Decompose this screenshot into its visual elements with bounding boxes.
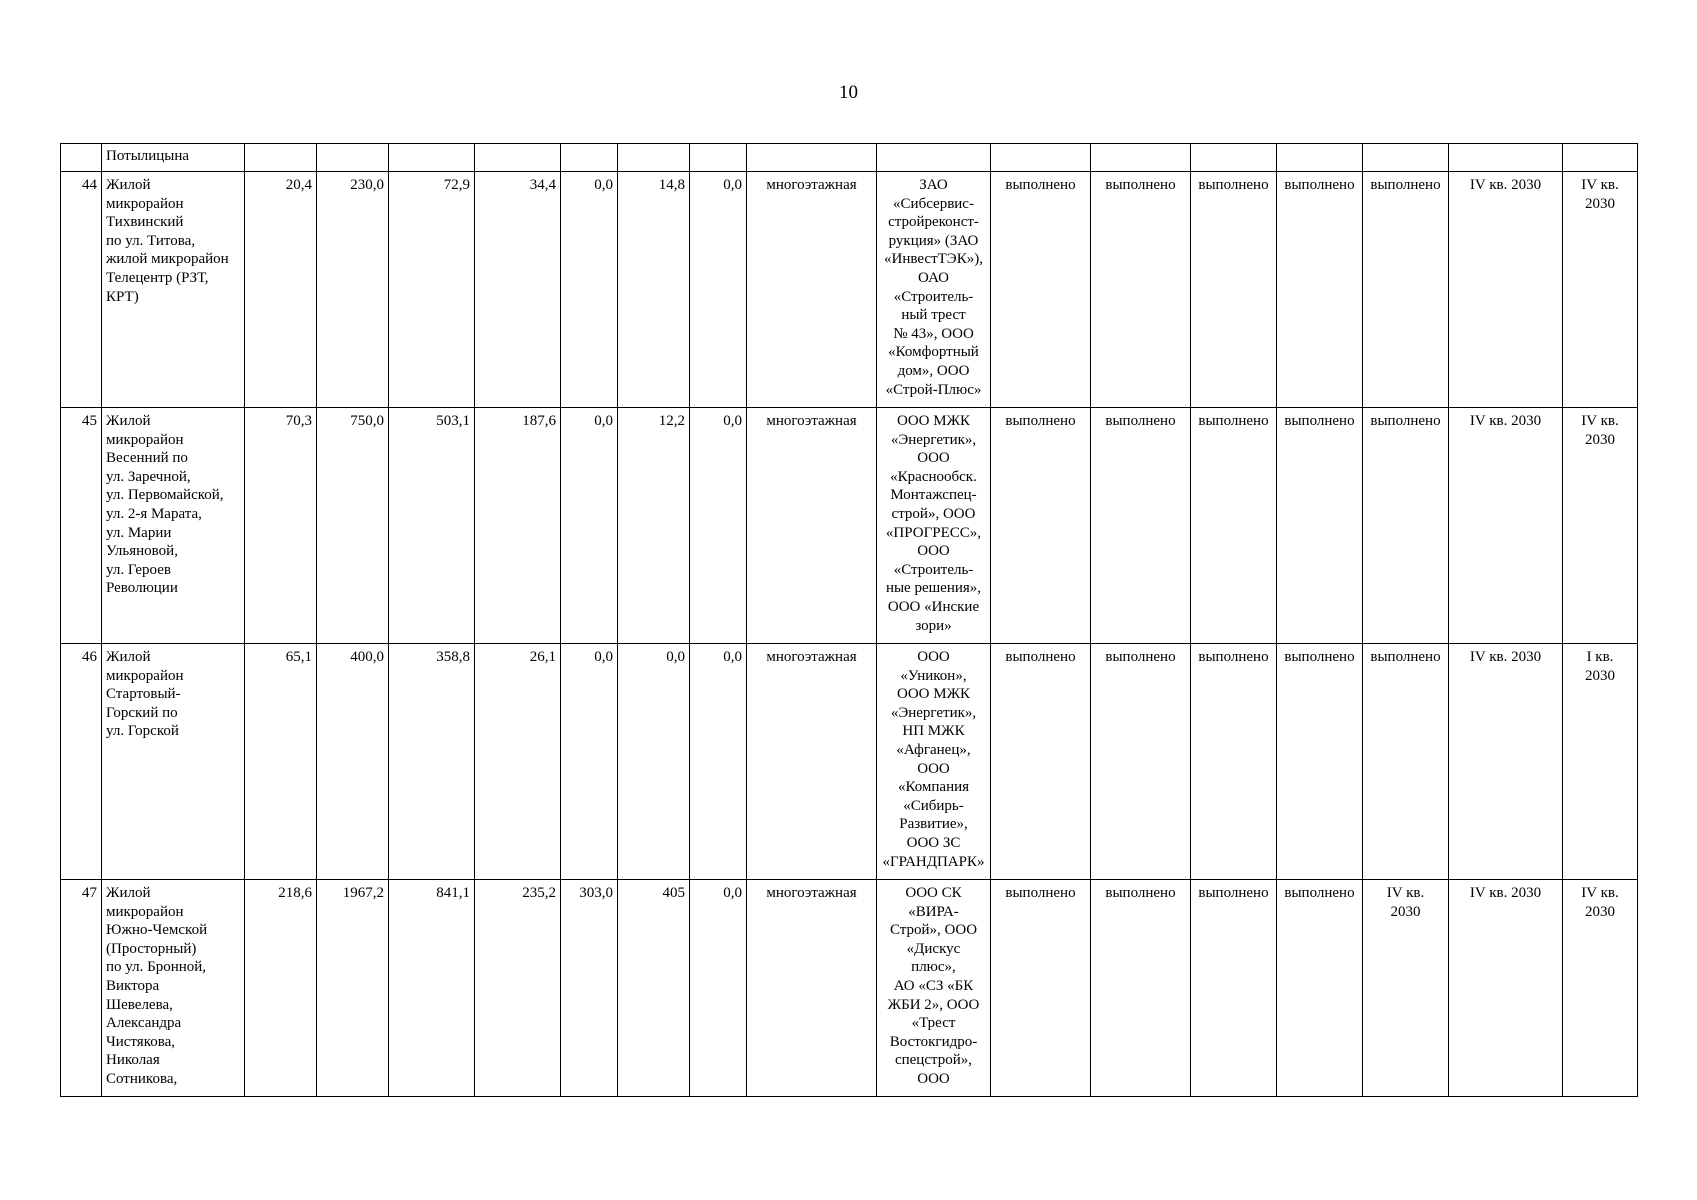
cell-value-5: 303,0 (561, 880, 618, 1097)
cell-name-line: ул. Героев (106, 561, 171, 578)
cell-building-type: многоэтажная (747, 408, 877, 644)
cell-value-7: 0,0 (690, 172, 747, 408)
cell-name-line: микрорайон (106, 667, 184, 684)
cell-name-line: ул. Горской (106, 723, 179, 740)
cell-developer-line: «Строитель- (893, 288, 974, 305)
cell-status-2: выполнено (1091, 644, 1191, 880)
cell-value-6: 12,2 (618, 408, 690, 644)
cell-quarter-2 (1563, 172, 1638, 408)
cell-empty (1191, 144, 1277, 172)
cell-name-line: ул. 2-я Марата, (106, 505, 202, 522)
cell-value-3: 841,1 (389, 880, 475, 1097)
cell-developer-line: ЖБИ 2», ООО (887, 996, 980, 1013)
cell-quarter-2-line: IV кв. (1581, 177, 1619, 193)
cell-status-3: выполнено (1191, 172, 1277, 408)
cell-building-type: многоэтажная (747, 644, 877, 880)
cell-quarter-1: IV кв. 2030 (1449, 408, 1563, 644)
table-row-continuation (61, 144, 1638, 172)
cell-value-6: 405 (618, 880, 690, 1097)
cell-name (102, 408, 245, 644)
cell-name-line: Сотникова, (106, 1070, 178, 1087)
cell-name: Потылицына (102, 144, 245, 172)
cell-value-1: 70,3 (245, 408, 317, 644)
cell-developer-line: зори» (915, 617, 952, 634)
cell-value-7: 0,0 (690, 644, 747, 880)
cell-developer-line: «Сибсервис- (893, 195, 974, 212)
cell-empty (1363, 144, 1449, 172)
cell-row-number: 46 (61, 644, 102, 880)
cell-developer-line: «Дискус (906, 940, 961, 957)
cell-developer-line: спецстрой», (894, 1052, 973, 1069)
cell-value-3: 503,1 (389, 408, 475, 644)
cell-value-1: 20,4 (245, 172, 317, 408)
cell-value-1: 65,1 (245, 644, 317, 880)
cell-row-number: 44 (61, 172, 102, 408)
cell-value-6: 14,8 (618, 172, 690, 408)
cell-status-4: выполнено (1277, 172, 1363, 408)
cell-status-2: выполнено (1091, 408, 1191, 644)
cell-name-line: Александра (106, 1015, 182, 1032)
cell-name-line: по ул. Титова, (106, 232, 196, 249)
cell-row-number: 45 (61, 408, 102, 644)
cell-status-2: выполнено (1091, 172, 1191, 408)
table-body (61, 144, 1638, 1097)
cell-empty (389, 144, 475, 172)
cell-developer-line: ООО ЗС (906, 834, 961, 851)
cell-status-3: выполнено (1191, 644, 1277, 880)
cell-status-2: выполнено (1091, 880, 1191, 1097)
cell-developer-line: ОАО (917, 269, 949, 286)
cell-empty (747, 144, 877, 172)
cell-developer-line: «Энергетик», (890, 431, 977, 448)
cell-quarter-2-line: 2030 (1585, 195, 1615, 212)
cell-value-2: 400,0 (317, 644, 389, 880)
cell-name-line: ул. Марии (106, 524, 172, 541)
cell-developer-line: «Афганец», (896, 741, 971, 758)
cell-quarter-2-line: I кв. (1586, 649, 1614, 665)
cell-developer (877, 172, 991, 408)
cell-developer-line: НП МЖК (902, 723, 965, 740)
cell-name-line: Горский по (106, 704, 178, 721)
cell-building-type: многоэтажная (747, 880, 877, 1097)
cell-developer-line: «ИнвестТЭК»), (884, 251, 983, 268)
cell-name-line: ул. Заречной, (106, 468, 191, 485)
cell-name-line: Жилой (106, 177, 151, 193)
cell-status-3: выполнено (1191, 408, 1277, 644)
cell-developer-line: ЗАО (919, 177, 948, 193)
cell-name-line: Тихвинский (106, 214, 184, 231)
cell-value-2: 230,0 (317, 172, 389, 408)
cell-developer-line: Востокгидро- (889, 1033, 978, 1050)
cell-name-line: Шевелева, (106, 996, 173, 1013)
cell-empty (991, 144, 1091, 172)
cell-name-line: (Просторный) (106, 940, 197, 957)
cell-empty (475, 144, 561, 172)
cell-developer-line: «Уникон», (900, 667, 967, 684)
cell-empty (317, 144, 389, 172)
cell-value-6: 0,0 (618, 644, 690, 880)
cell-empty (1277, 144, 1363, 172)
cell-name-line: Жилой (106, 413, 151, 429)
cell-building-type: многоэтажная (747, 172, 877, 408)
table-row (61, 172, 1638, 408)
cell-empty (1563, 144, 1638, 172)
table-row (61, 408, 1638, 644)
cell-developer-line: «Сибирь- (903, 797, 964, 814)
cell-status-4: выполнено (1277, 644, 1363, 880)
cell-name-line: Революции (106, 580, 178, 597)
cell-value-2: 750,0 (317, 408, 389, 644)
cell-name-line: микрорайон (106, 903, 184, 920)
cell-status-5 (1363, 644, 1449, 880)
cell-developer-line: Развитие», (899, 816, 968, 833)
cell-developer-line: ООО (917, 760, 950, 777)
cell-developer-line: ООО (917, 450, 950, 467)
cell-quarter-2-line: IV кв. (1581, 413, 1619, 429)
cell-value-7: 0,0 (690, 408, 747, 644)
cell-developer-line: «Строй-Плюс» (885, 381, 982, 398)
cell-name-line: КРТ) (106, 288, 139, 305)
cell-developer-line: «Краснообск. (890, 468, 977, 485)
cell-name-line: жилой микрорайон (106, 251, 229, 268)
page-number: 10 (839, 82, 858, 103)
cell-developer-line: ООО (917, 543, 950, 560)
cell-status-5-line: выполнено (1370, 649, 1441, 665)
cell-status-5-line: 2030 (1390, 903, 1421, 920)
cell-name-line: Весенний по (106, 450, 188, 467)
cell-value-1: 218,6 (245, 880, 317, 1097)
cell-developer-line: ООО МЖК (896, 413, 971, 429)
cell-status-1: выполнено (991, 408, 1091, 644)
cell-no (61, 144, 102, 172)
cell-empty (690, 144, 747, 172)
cell-developer-line: ООО (917, 1070, 950, 1087)
cell-quarter-1: IV кв. 2030 (1449, 880, 1563, 1097)
cell-name-line: Телецентр (РЗТ, (106, 269, 209, 286)
cell-value-3: 358,8 (389, 644, 475, 880)
cell-quarter-2 (1563, 880, 1638, 1097)
cell-empty (877, 144, 991, 172)
cell-developer-line: «ВИРА- (908, 903, 959, 920)
cell-developer-line: стройреконст- (888, 214, 979, 231)
cell-developer-line: «Комфортный (888, 344, 979, 361)
cell-status-5-line: IV кв. (1386, 885, 1425, 901)
cell-developer-line: «Компания (897, 779, 970, 796)
cell-value-5: 0,0 (561, 644, 618, 880)
cell-developer-line: № 43», ООО (893, 325, 974, 342)
cell-status-4: выполнено (1277, 880, 1363, 1097)
cell-developer-line: «ПРОГРЕСС», (885, 524, 982, 541)
cell-quarter-2 (1563, 408, 1638, 644)
cell-quarter-1: IV кв. 2030 (1449, 172, 1563, 408)
cell-status-5 (1363, 880, 1449, 1097)
cell-developer (877, 880, 991, 1097)
cell-name-line: Чистякова, (106, 1033, 176, 1050)
cell-name-line: Жилой (106, 885, 151, 901)
cell-quarter-2 (1563, 644, 1638, 880)
cell-value-3: 72,9 (389, 172, 475, 408)
cell-developer (877, 644, 991, 880)
cell-developer-line: плюс», (911, 959, 956, 976)
cell-value-4: 34,4 (475, 172, 561, 408)
table-row (61, 644, 1638, 880)
cell-status-5-line: выполнено (1370, 177, 1441, 193)
cell-value-4: 26,1 (475, 644, 561, 880)
cell-value-7: 0,0 (690, 880, 747, 1097)
cell-developer-line: строй», ООО (891, 505, 976, 522)
cell-status-5 (1363, 172, 1449, 408)
cell-developer-line: дом», ООО (897, 362, 970, 379)
cell-status-5 (1363, 408, 1449, 644)
cell-empty (245, 144, 317, 172)
cell-name (102, 880, 245, 1097)
cell-empty (1091, 144, 1191, 172)
cell-value-4: 235,2 (475, 880, 561, 1097)
housing-program-table (60, 143, 1638, 1097)
cell-developer-line: ный трест (901, 307, 966, 324)
cell-status-3: выполнено (1191, 880, 1277, 1097)
cell-name-line: Николая (106, 1052, 160, 1069)
table-row (61, 880, 1638, 1097)
cell-developer-line: Монтажспец- (890, 487, 977, 504)
cell-quarter-2-line: IV кв. (1581, 885, 1619, 901)
cell-developer-line: ООО МЖК (896, 686, 971, 703)
cell-quarter-2-line: 2030 (1585, 431, 1615, 448)
cell-quarter-1: IV кв. 2030 (1449, 644, 1563, 880)
cell-name-line: Стартовый- (106, 686, 181, 703)
cell-name-line: Виктора (106, 977, 160, 994)
cell-status-1: выполнено (991, 644, 1091, 880)
cell-name-line: микрорайон (106, 195, 184, 212)
cell-developer-line: «Энергетик», (890, 704, 977, 721)
cell-name (102, 644, 245, 880)
cell-status-1: выполнено (991, 880, 1091, 1097)
cell-value-2: 1967,2 (317, 880, 389, 1097)
cell-value-4: 187,6 (475, 408, 561, 644)
cell-developer-line: ные решения», (885, 580, 982, 597)
cell-status-4: выполнено (1277, 408, 1363, 644)
cell-name-line: микрорайон (106, 431, 184, 448)
cell-name-line: по ул. Бронной, (106, 959, 207, 976)
cell-quarter-2-line: 2030 (1585, 667, 1615, 684)
cell-status-1: выполнено (991, 172, 1091, 408)
cell-name-line: Ульяновой, (106, 543, 178, 560)
cell-developer-line: рукция» (ЗАО (888, 232, 979, 249)
cell-row-number: 47 (61, 880, 102, 1097)
cell-empty (1449, 144, 1563, 172)
cell-developer-line: «Строитель- (893, 561, 974, 578)
cell-developer-line: ООО СК (905, 885, 962, 901)
cell-developer-line: ООО «Инские (887, 598, 980, 615)
cell-name-line: Южно-Чемской (106, 922, 208, 939)
cell-value-5: 0,0 (561, 408, 618, 644)
cell-quarter-2-line: 2030 (1585, 903, 1615, 920)
cell-name-line: Жилой (106, 649, 151, 665)
cell-name (102, 172, 245, 408)
cell-developer-line: «Трест (911, 1015, 956, 1032)
cell-value-5: 0,0 (561, 172, 618, 408)
cell-developer-line: Строй», ООО (889, 922, 978, 939)
cell-name-line: ул. Первомайской, (106, 487, 224, 504)
cell-empty (618, 144, 690, 172)
cell-developer-line: «ГРАНДПАРК» (882, 853, 985, 870)
cell-developer (877, 408, 991, 644)
cell-status-5-line: выполнено (1370, 413, 1441, 429)
cell-developer-line: АО «СЗ «БК (893, 977, 974, 994)
cell-developer-line: ООО (917, 649, 950, 665)
cell-empty (561, 144, 618, 172)
